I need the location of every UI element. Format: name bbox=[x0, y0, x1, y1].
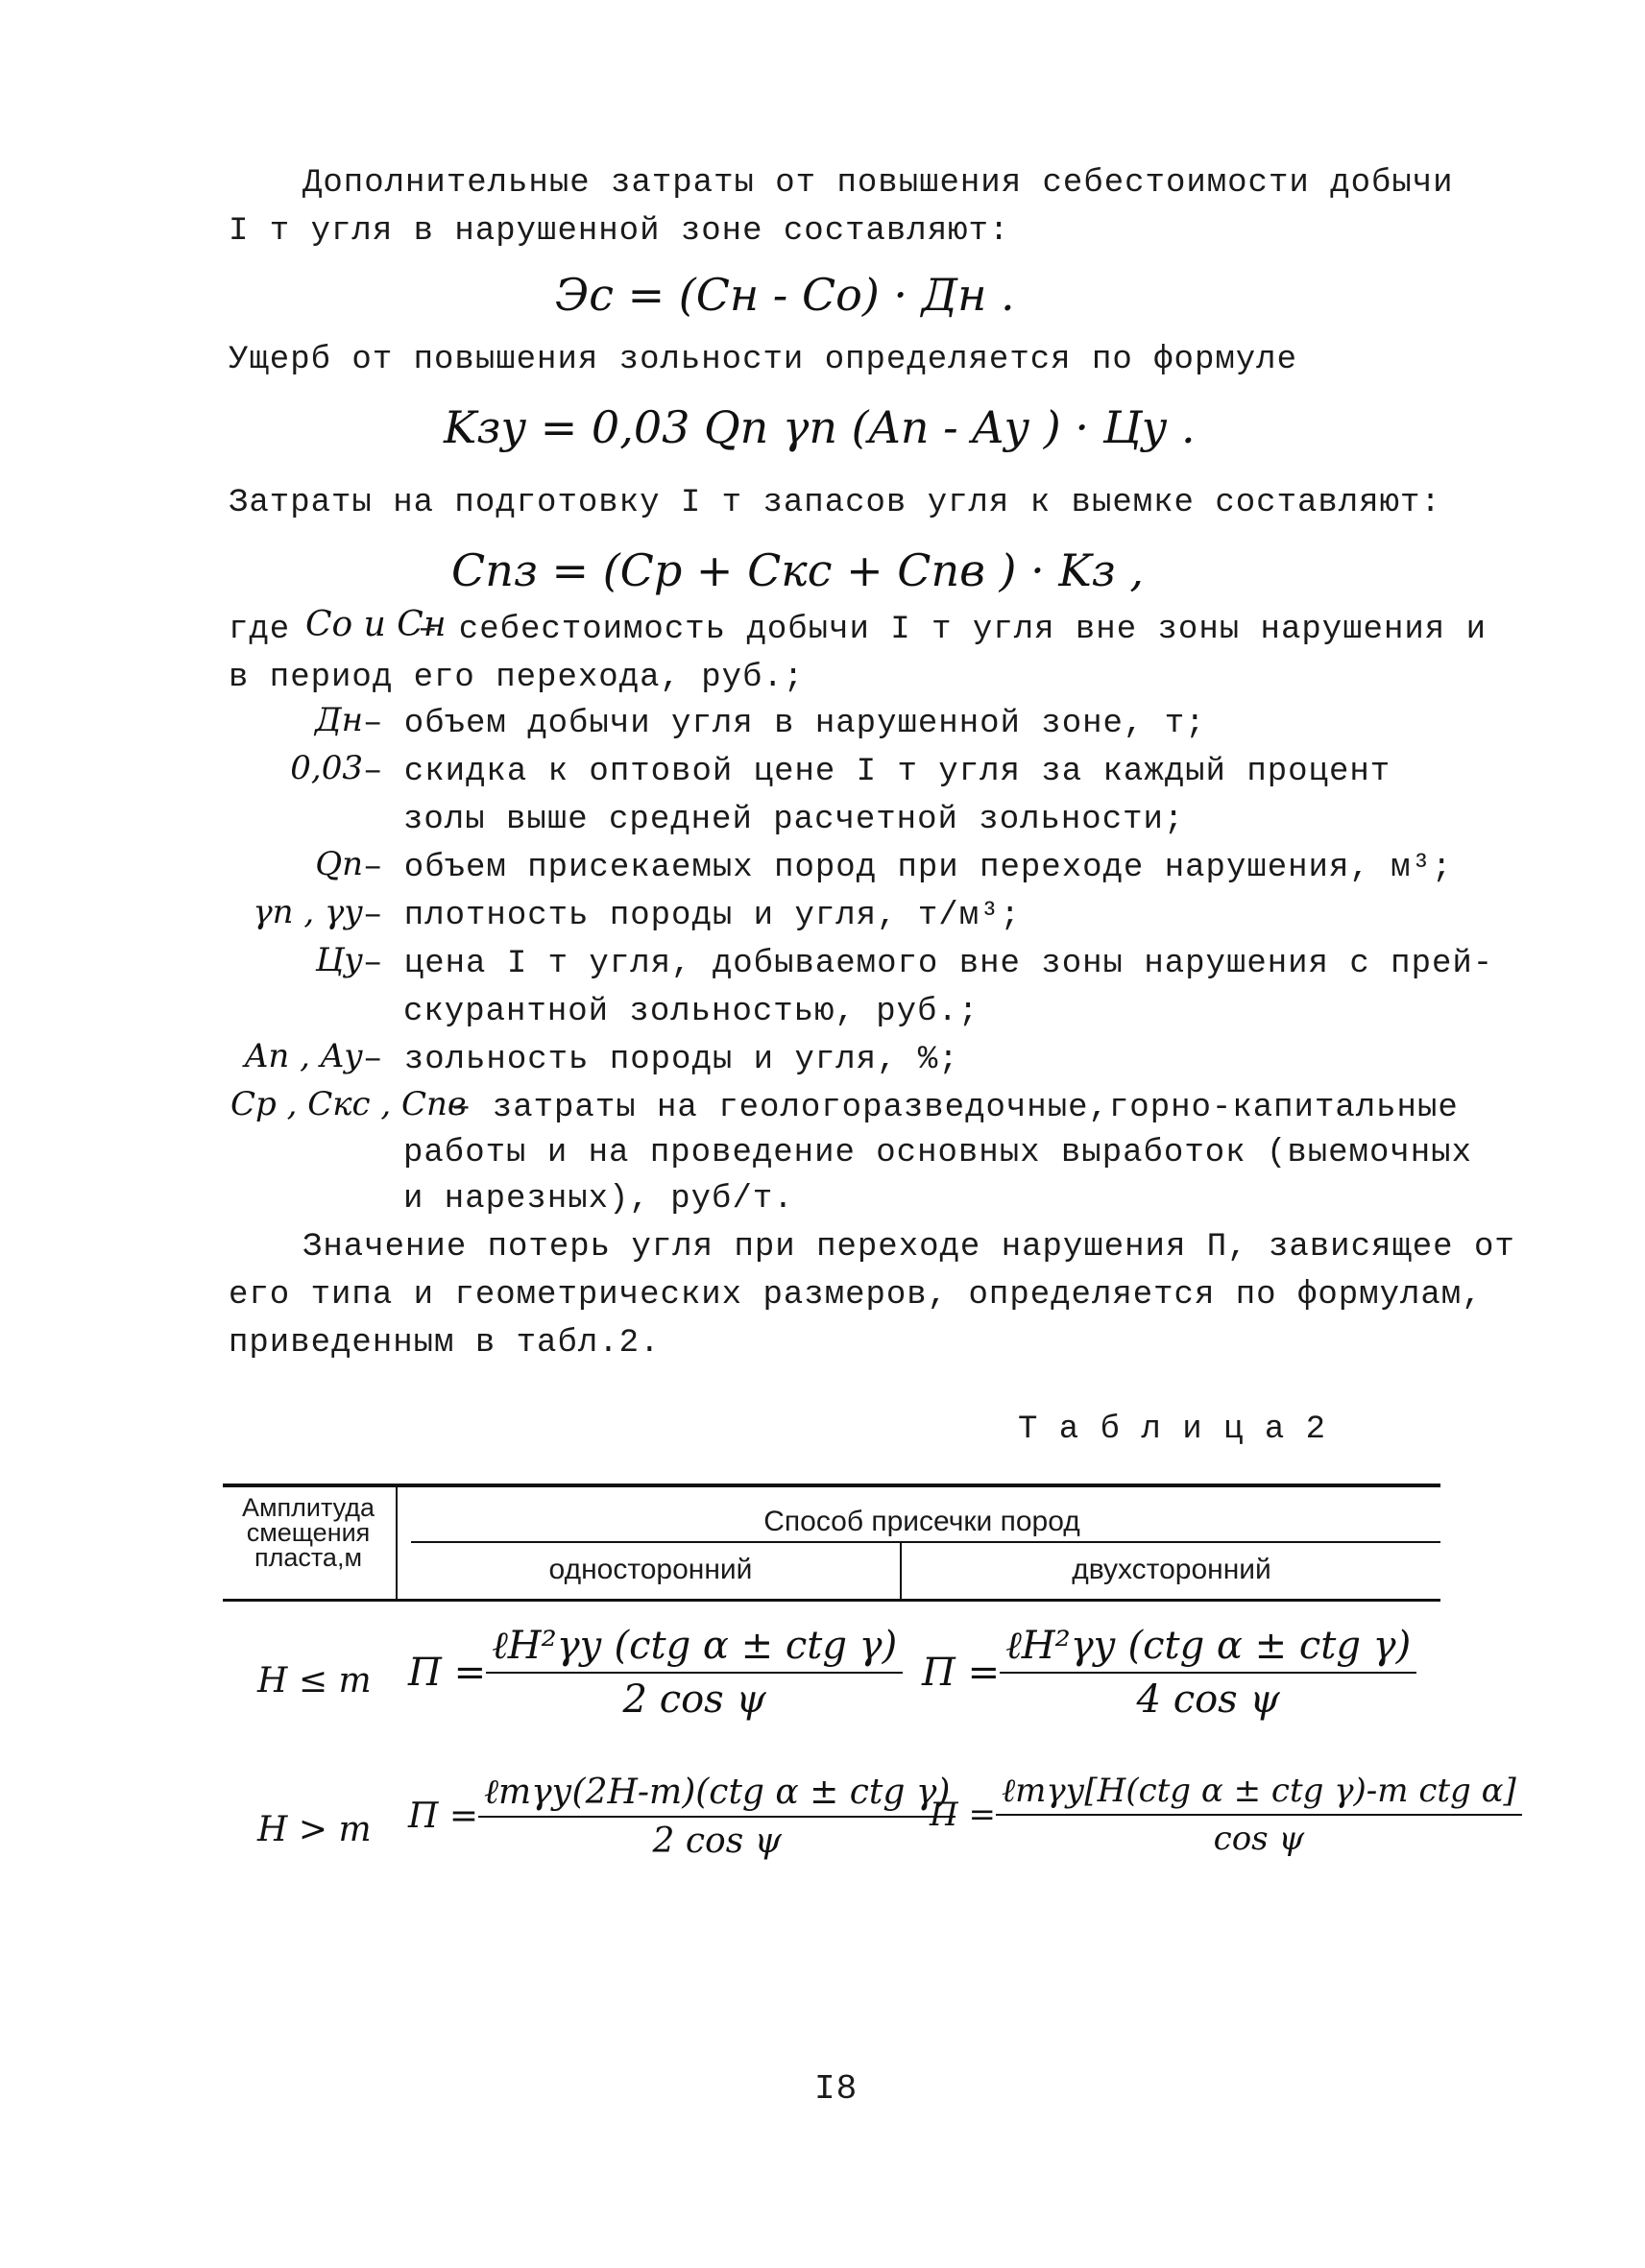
damage-text: Ущерб от повышения зольности определяется по формуле bbox=[229, 342, 1297, 378]
where-prefix: где bbox=[229, 612, 291, 648]
def-symbol-discount: 0,03 bbox=[290, 749, 363, 787]
formula-cell-one-sided bbox=[408, 1772, 956, 1861]
header-amplitude-line: пласта,м bbox=[254, 1543, 363, 1572]
formula-ash-damage: Kзу = 0,03 Qп γп (Aп - Aу ) · Цу . bbox=[444, 401, 1196, 453]
cost-text: Затраты на подготовку I т запасов угля к выемке составляют: bbox=[229, 485, 1441, 521]
formula-numerator: ℓmγу[H(ctg α ± ctg γ)-m ctg α] bbox=[996, 1772, 1522, 1816]
def-text: золы выше средней расчетной зольности; bbox=[403, 802, 1185, 838]
def-text: – плотность породы и угля, т/м³; bbox=[363, 898, 1021, 934]
def-text: и нарезных), руб/т. bbox=[403, 1181, 794, 1218]
def-text: – объем присекаемых пород при переходе нарушения, м³; bbox=[363, 850, 1453, 886]
formula-additional-costs: Эс = (Cн - Cо) · Дн . bbox=[555, 269, 1015, 321]
header-amplitude bbox=[227, 1495, 390, 1570]
def-symbol-dn: Дн bbox=[314, 701, 363, 739]
def-symbol-costs: Cр , Cкс , Cпв bbox=[230, 1085, 467, 1123]
formula-cell-two-sided bbox=[922, 1623, 1416, 1722]
losses-line-2: его типа и геометрических размеров, определяется по формулам, bbox=[229, 1277, 1483, 1314]
formula-fraction bbox=[1000, 1623, 1416, 1722]
where-symbol: Cо и Cн bbox=[305, 605, 447, 644]
header-amplitude-line: смещения bbox=[246, 1518, 371, 1547]
formula-denominator: 2 cos ψ bbox=[652, 1822, 782, 1861]
formula-lhs: П = bbox=[922, 1650, 1001, 1695]
header-amplitude-line: Амплитуда bbox=[241, 1493, 375, 1522]
formula-fraction bbox=[996, 1772, 1522, 1858]
header-one-sided: односторонний bbox=[548, 1554, 753, 1585]
table-top-rule bbox=[223, 1484, 1440, 1487]
def-text: работы и на проведение основных выработок (выемочных bbox=[403, 1135, 1472, 1171]
formula-denominator: 2 cos ψ bbox=[622, 1677, 766, 1722]
def-text: – скидка к оптовой цене I т угля за каждый процент bbox=[363, 754, 1391, 790]
formula-lhs: П = bbox=[408, 1797, 479, 1836]
table-group-rule bbox=[411, 1541, 1440, 1543]
formula-fraction bbox=[486, 1623, 903, 1722]
def-text: скурантной зольностью, руб.; bbox=[403, 994, 980, 1030]
formula-preparation-costs: Cпз = (Cр + Cкс + Cпв ) · Kз , bbox=[451, 544, 1145, 596]
table-caption: Т а б л и ц а 2 bbox=[1018, 1411, 1327, 1448]
def-text: – затраты на геологоразведочные,горно-капитальные bbox=[451, 1090, 1459, 1126]
def-symbol-ash: Aп , Aу bbox=[244, 1037, 363, 1075]
formula-cell-two-sided bbox=[930, 1772, 1522, 1858]
losses-line-1: Значение потерь угля при переходе нарушения П, зависящее от bbox=[302, 1229, 1515, 1266]
def-text: – зольность породы и угля, %; bbox=[363, 1042, 959, 1078]
intro-line-1: Дополнительные затраты от повышения себестоимости добычи bbox=[302, 165, 1454, 202]
losses-line-3: приведенным в табл.2. bbox=[229, 1325, 661, 1362]
formula-lhs: П = bbox=[930, 1796, 996, 1834]
formula-lhs: П = bbox=[408, 1650, 487, 1695]
row-condition: H ≤ m bbox=[257, 1661, 372, 1701]
page-number: I8 bbox=[814, 2069, 859, 2109]
table-sub-divider bbox=[900, 1543, 902, 1601]
def-symbol-price: Цу bbox=[315, 941, 363, 979]
formula-denominator: 4 cos ψ bbox=[1136, 1677, 1280, 1722]
table-col-divider bbox=[396, 1484, 398, 1601]
header-group: Способ присечки пород bbox=[763, 1506, 1080, 1537]
table-header-rule bbox=[223, 1599, 1440, 1602]
def-symbol-qn: Qп bbox=[315, 845, 363, 883]
where-text-2: в период его перехода, руб.; bbox=[229, 660, 805, 696]
formula-numerator: ℓH²γу (ctg α ± ctg γ) bbox=[1000, 1623, 1416, 1674]
header-two-sided: двухсторонний bbox=[1072, 1554, 1271, 1585]
def-text: – цена I т угля, добываемого вне зоны нарушения с прей- bbox=[363, 946, 1494, 982]
def-text: – объем добычи угля в нарушенной зоне, т; bbox=[363, 706, 1206, 742]
formula-fraction bbox=[478, 1772, 956, 1861]
formula-numerator: ℓmγу(2H-m)(ctg α ± ctg γ) bbox=[478, 1772, 956, 1818]
def-symbol-density: γп , γу bbox=[253, 893, 363, 931]
row-condition: H > m bbox=[257, 1810, 372, 1849]
formula-numerator: ℓH²γу (ctg α ± ctg γ) bbox=[486, 1623, 903, 1674]
intro-line-2: I т угля в нарушенной зоне составляют: bbox=[229, 213, 1010, 250]
formula-cell-one-sided bbox=[408, 1623, 903, 1722]
where-text-1: – себестоимость добычи I т угля вне зоны нарушения и bbox=[418, 612, 1487, 648]
formula-denominator: cos ψ bbox=[1213, 1820, 1305, 1858]
